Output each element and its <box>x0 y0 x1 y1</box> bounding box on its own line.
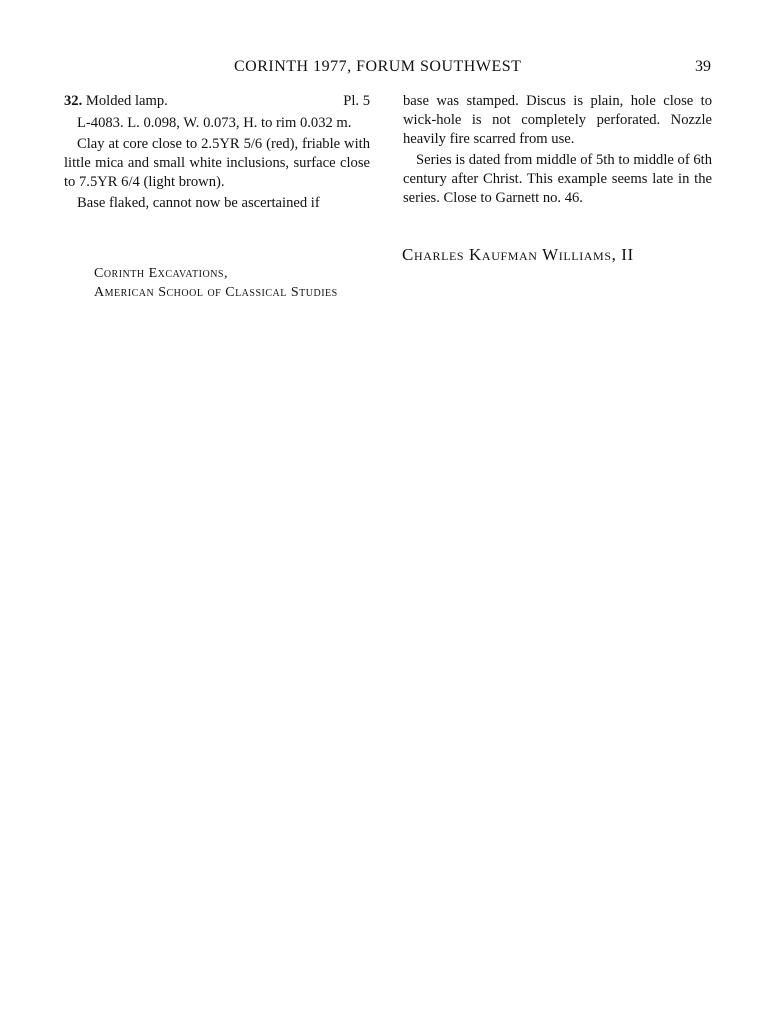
paragraph-clay: Clay at core close to 2.5YR 5/6 (red), friable with little mica and small white inclusions, surface close to 7.5YR 6/4 (light brown). <box>64 136 370 190</box>
left-column <box>64 92 370 213</box>
author-signature: Charles Kaufman Williams, II <box>402 245 634 264</box>
affiliation-line-1: Corinth Excavations, <box>94 266 228 281</box>
paragraph-base: Base flaked, cannot now be ascertained if <box>77 195 320 211</box>
entry-heading-left <box>64 92 168 111</box>
affiliation-line-2: American School of Classical Studies <box>94 285 338 300</box>
entry-title: Molded lamp. <box>85 93 168 109</box>
affiliation <box>94 264 338 302</box>
paragraph-inventory: L-4083. L. 0.098, W. 0.073, H. to rim 0.032 m. <box>77 115 352 131</box>
catalogue-entry-heading <box>64 92 370 111</box>
paragraph-description: base was stamped. Discus is plain, hole close to wick-hole is not completely perforated. Nozzle heavily fire scarred from use. <box>403 93 712 147</box>
running-head: CORINTH 1977, FORUM SOUTHWEST <box>234 58 522 75</box>
page-number: 39 <box>695 58 711 75</box>
paragraph-dating: Series is dated from middle of 5th to middle of 6th century after Christ. This example seems late in the series. Close to Garnett no. 46. <box>403 152 712 206</box>
right-column <box>403 92 712 208</box>
entry-number: 32. <box>64 93 83 109</box>
plate-reference: Pl. 5 <box>343 93 370 109</box>
